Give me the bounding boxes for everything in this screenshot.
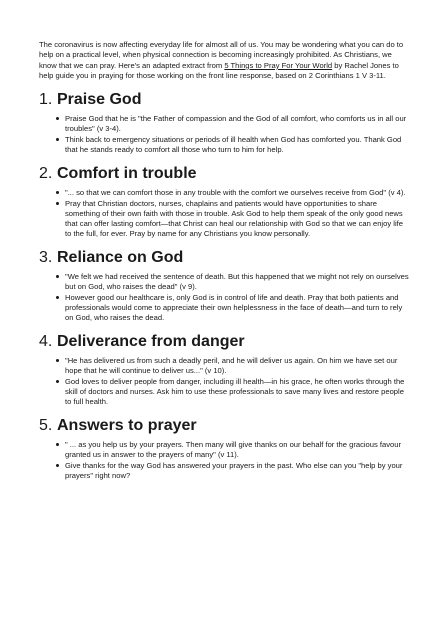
section-heading bbox=[39, 164, 411, 184]
bullet-item: "We felt we had received the sentence of death. But this happened that we might not rely on ourselves but on God, who raises the dead" (v 9). bbox=[65, 272, 411, 292]
prayer-section bbox=[39, 248, 411, 323]
section-title: Reliance on God bbox=[57, 248, 184, 266]
bullet-item: Think back to emergency situations or periods of ill health when God has comforted you. Thank God that he stands ready to comfort all those who turn to him for help. bbox=[65, 135, 411, 155]
section-title: Praise God bbox=[57, 90, 142, 108]
bullet-list bbox=[39, 114, 411, 155]
section-heading bbox=[39, 248, 411, 268]
intro-text-start: The coronavirus is now affecting everyday life for almost all of us. You may be wondering what you can do to help on a practical level, when physical connection is becoming increasingly prohibited. As Christians, we know that we can pray. Here's an adapted extract from bbox=[39, 40, 404, 70]
bullet-item: "... so that we can comfort those in any trouble with the comfort we ourselves receive from God" (v 4). bbox=[65, 188, 411, 198]
bullet-item: However good our healthcare is, only God is in control of life and death. Pray that both patients and professionals would come to appreciate their own helplessness in the face of death—and turn to rely on God, who raises the dead. bbox=[65, 293, 411, 323]
section-heading bbox=[39, 90, 411, 110]
section-heading bbox=[39, 332, 411, 352]
prayer-section bbox=[39, 164, 411, 239]
section-title: Comfort in trouble bbox=[57, 164, 197, 182]
bullet-item: "He has delivered us from such a deadly peril, and he will deliver us again. On him we have set our hope that he will continue to deliver us..." (v 10). bbox=[65, 356, 411, 376]
bullet-list bbox=[39, 188, 411, 239]
section-number: 3. bbox=[39, 248, 53, 266]
section-number: 2. bbox=[39, 164, 53, 182]
prayer-section bbox=[39, 416, 411, 481]
section-number: 5. bbox=[39, 416, 53, 434]
section-title: Deliverance from danger bbox=[57, 332, 245, 350]
book-link[interactable]: 5 Things to Pray For Your World bbox=[224, 60, 333, 70]
section-title: Answers to prayer bbox=[57, 416, 197, 434]
section-number: 4. bbox=[39, 332, 53, 350]
section-number: 1. bbox=[39, 90, 53, 108]
document-page bbox=[39, 40, 411, 490]
bullet-item: God loves to deliver people from danger, including ill health—in his grace, he often works through the skill of doctors and nurses. Ask him to use these professionals to save many lives and restore people to full health. bbox=[65, 377, 411, 407]
bullet-item: Pray that Christian doctors, nurses, chaplains and patients would have opportunities to share something of their own faith with those in trouble. Ask God to help them speak of the only good news that can offer lasting comfort—that Christ can heal our relationship with God so that we can enjoy life to the full, for ever. Pray by name for any Christians you know personally. bbox=[65, 199, 411, 239]
prayer-section bbox=[39, 90, 411, 155]
section-heading bbox=[39, 416, 411, 436]
intro-text-end: by Rachel Jones to help guide you in praying for those working on the front line response, based on 2 Corinthians 1 V 3-11. bbox=[39, 60, 399, 81]
bullet-list bbox=[39, 272, 411, 323]
bullet-list bbox=[39, 440, 411, 481]
bullet-item: Praise God that he is "the Father of compassion and the God of all comfort, who comforts us in all our troubles" (v 3-4). bbox=[65, 114, 411, 134]
intro-paragraph bbox=[39, 40, 411, 82]
bullet-item: Give thanks for the way God has answered your prayers in the past. Who else can you "help by your prayers" right now? bbox=[65, 461, 411, 481]
bullet-list bbox=[39, 356, 411, 407]
prayer-section bbox=[39, 332, 411, 407]
bullet-item: " ... as you help us by your prayers. Then many will give thanks on our behalf for the gracious favour granted us in answer to the prayers of many" (v 11). bbox=[65, 440, 411, 460]
prayer-sections bbox=[39, 90, 411, 481]
